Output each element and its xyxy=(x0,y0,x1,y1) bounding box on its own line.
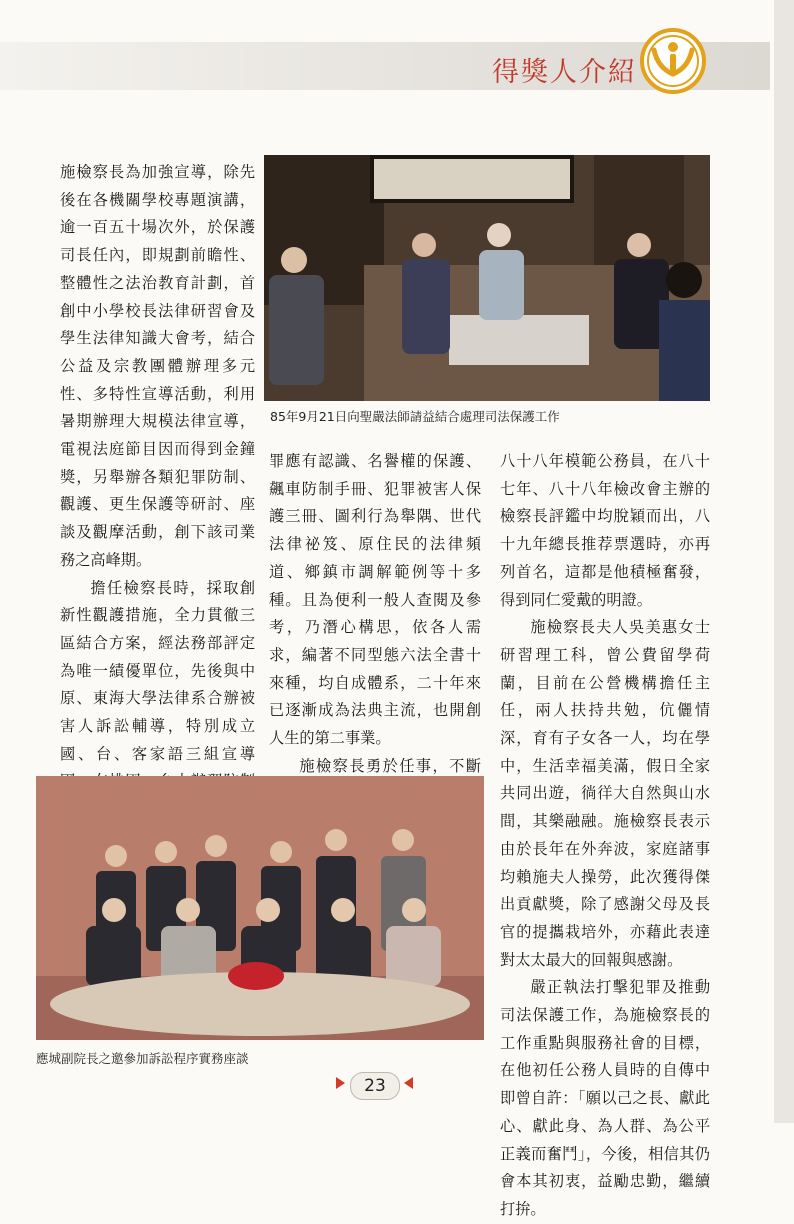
meeting-photo xyxy=(264,155,710,401)
paragraph: 施檢察長為加強宣導，除先後在各機關學校專題演講，逾一百五十場次外，於保護司長任內，即規劃前瞻性、整體性之法治教育計劃，首創中小學校長法律研習會及學生法律知識大會考，結合公益及宗教團體辦理多元性、多特性宣導活動，利用暑期辦理大規模法律宣導，電視法庭節目因而得到金鐘獎，另舉辦各類犯罪防制、觀護、更生保護等研討、座談及觀摩活動，創下該司業務之高峰期。 xyxy=(60,163,255,569)
page-number: 23 xyxy=(350,1072,400,1100)
group-photo-image xyxy=(36,776,484,1040)
section-title: 得獎人介紹 xyxy=(492,57,637,88)
paragraph: 施檢察長勇於任事，不斷 xyxy=(299,756,481,775)
paragraph: 八十八年模範公務員，在八十七年、八十八年檢改會主辦的檢察長評鑑中均脫穎而出，八十九年總長推荐票選時，亦再列首名，這都是他積極奮發，得到同仁愛戴的明證。 xyxy=(500,452,710,609)
paragraph: 嚴正執法打擊犯罪及推動司法保護工作，為施檢察長的工作重點與服務社會的目標，在他初任公務人員時的自傳中即曾自許：「願以己之長、獻此心、獻此身、為人群、為公平正義而奮鬥」，今後，相信其仍會本其初衷，益勵忠勤，繼續打拚。 xyxy=(500,978,710,1218)
award-figure-icon xyxy=(640,28,706,94)
paragraph: 擔任檢察長時，採取創新性觀護措施，全力貫徹三區結合方案，經法務部評定為唯一績優單位，先後與中原、東海大學法律系合辦被害人訴訟輔導，特別成立國、台、客家語三組宣導 xyxy=(60,578,255,763)
paragraph: 罪應有認識、名譽權的保護、飆車防制手冊、犯罪被害人保護三冊、圖利行為舉隅、世代法律祕笈、原住民的法律頻道、鄉鎮市調解範例等十多種。且為便利一般人查閱及參考，乃潛心構思，依各人需求，編著不同型態六法全書十來種，均自成體系，二十年來已逐漸成為法典主流，也開創人生的第二事業。 xyxy=(269,452,481,748)
group-photo xyxy=(36,776,484,1040)
photo-caption: 應城副院長之邀參加訴訟程序實務座談 xyxy=(36,1051,249,1066)
page-edge xyxy=(774,0,794,1123)
meeting-photo-image xyxy=(264,155,710,401)
photo-caption: 85年9月21日向聖嚴法師請益結合處理司法保護工作 xyxy=(270,409,560,424)
page-arrow-left-icon xyxy=(336,1077,345,1089)
paragraph: 施檢察長夫人吳美惠女士研習理工科，曾公費留學荷蘭，目前在公營機構擔任主任，兩人扶持共勉，伉儷情深，育有子女各一人，均在學中，生活幸福美滿，假日全家共同出遊，徜徉大自然與山水間，其樂融融。施檢察長表示由於長年在外奔波，家庭諸事均賴施夫人操勞，此次獲得傑出貢獻獎，除了感謝父母及長官的提攜栽培外，亦藉此表達對太太最大的回報與感謝。 xyxy=(500,618,710,969)
page-arrow-right-icon xyxy=(404,1077,413,1089)
article-column-3 xyxy=(500,448,710,1224)
